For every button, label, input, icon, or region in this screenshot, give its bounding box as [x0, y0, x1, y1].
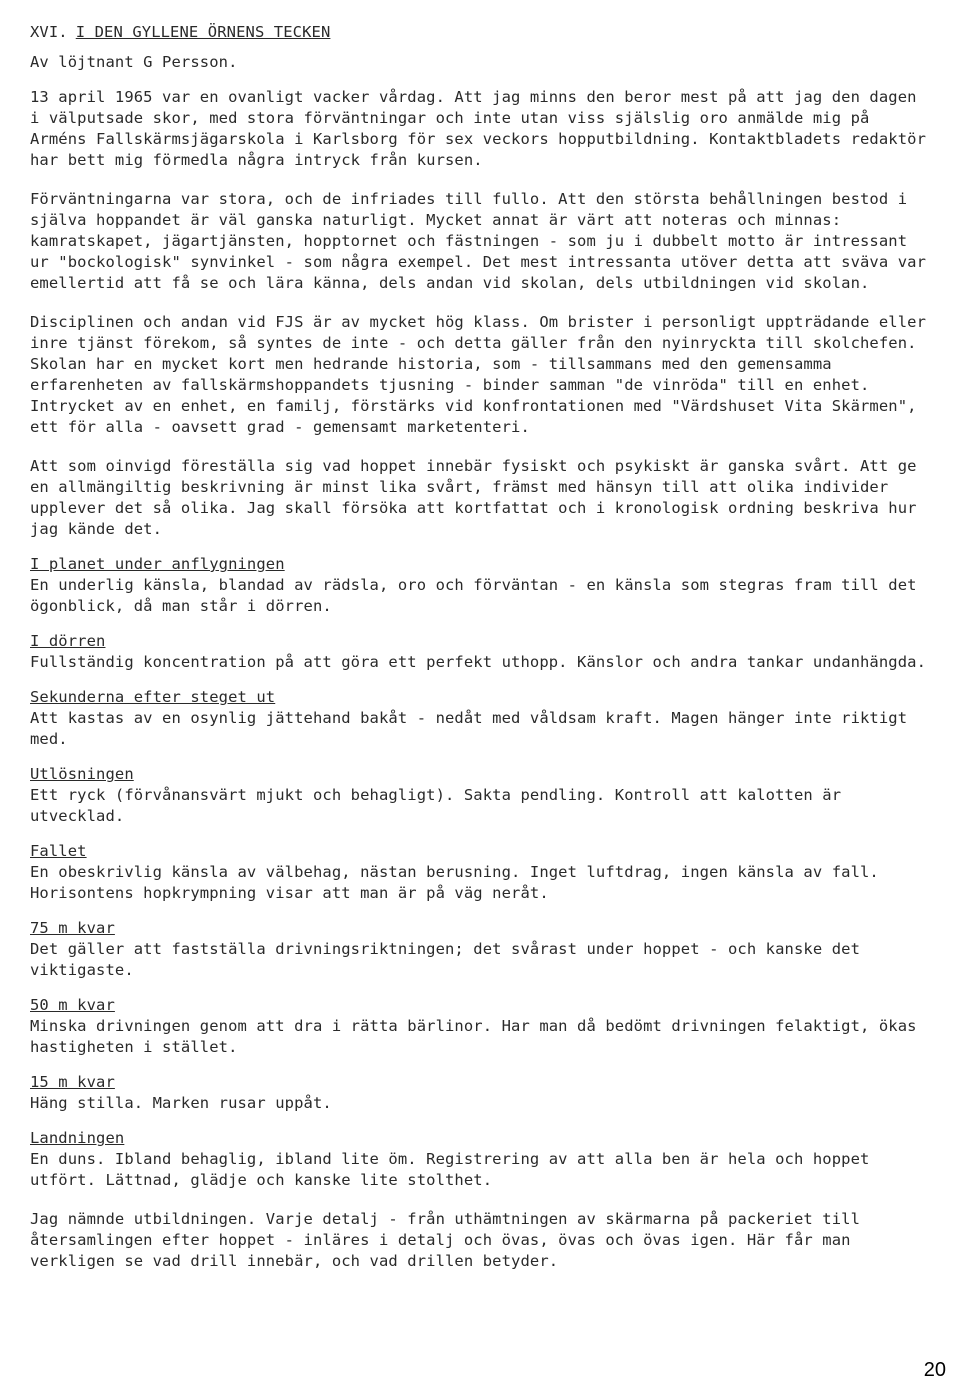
section-heading: I planet under anflygningen	[30, 555, 285, 573]
section-item	[30, 841, 930, 904]
chapter-title: I DEN GYLLENE ÖRNENS TECKEN	[75, 23, 331, 41]
section-heading: I dörren	[30, 632, 106, 650]
section-text: Minska drivningen genom att dra i rätta bärlinor. Har man då bedömt drivningen felaktigt, ökas hastigheten i stället.	[30, 1017, 917, 1056]
section-text: Ett ryck (förvånansvärt mjukt och behagligt). Sakta pendling. Kontroll att kalotten är utvecklad.	[30, 786, 842, 825]
paragraph-2: Förväntningarna var stora, och de infriades till fullo. Att den största behållningen bestod i själva hoppandet är väl ganska naturligt. Mycket annat är värt att noteras och minnas: kamratskapet, jägartjänsten, hopptornet och fästningen - som ju i dubbelt motto är intressant ur "bockologisk" synvinkel - som några exempel. Det mest intressanta utöver detta att sväva var emellertid att få se och lära känna, dels andan vid skolan, dels utbildningen vid skolan.	[30, 190, 927, 292]
section-item	[30, 918, 930, 981]
page-number: 20	[923, 1359, 946, 1381]
section-item	[30, 631, 930, 673]
section-heading: Fallet	[30, 842, 87, 860]
section-item	[30, 687, 930, 750]
section-heading: 75 m kvar	[30, 919, 115, 937]
section-heading: Utlösningen	[30, 765, 134, 783]
section-text: Det gäller att fastställa drivningsriktningen; det svårast under hoppet - och kanske det viktigaste.	[30, 940, 860, 979]
section-heading: Sekunderna efter steget ut	[30, 688, 276, 706]
paragraph-4: Att som oinvigd föreställa sig vad hoppet innebär fysiskt och psykiskt är ganska svårt. Att ge en allmängiltig beskrivning är minst lika svårt, främst med hänsyn till att olika individer upplever det så olika. Jag skall försöka att kortfattat och i kronologisk ordning beskriva hur jag kände det.	[30, 457, 917, 538]
section-text: En obeskrivlig känsla av välbehag, nästan berusning. Inget luftdrag, ingen känsla av fall. Horisontens hopkrympning visar att man är på väg neråt.	[30, 863, 879, 902]
chapter-heading	[30, 22, 930, 43]
section-item	[30, 1128, 930, 1191]
section-heading: Landningen	[30, 1129, 125, 1147]
paragraph-3: Disciplinen och andan vid FJS är av mycket hög klass. Om brister i personligt uppträdande eller inre tjänst förekom, så syntes de inte - och detta gäller från den nyinryckta till skolchefen. Skolan har en mycket kort men hedrande historia, som - tillsammans med den gemensamma erfarenheten av fallskärmshoppandets tjusning - binder samman "de vinröda" till en enhet. Intrycket av en enhet, en familj, förstärks vid konfrontationen med "Värdshuset Vita Skärmen", ett för alla - oavsett grad - gemensamt marketenteri.	[30, 313, 927, 436]
author-line: Av löjtnant G Persson.	[30, 53, 238, 71]
section-item	[30, 1072, 930, 1114]
section-heading: 15 m kvar	[30, 1073, 115, 1091]
chapter-number: XVI.	[30, 23, 68, 41]
section-text: En underlig känsla, blandad av rädsla, oro och förväntan - en känsla som stegras fram till det ögonblick, då man står i dörren.	[30, 576, 917, 615]
section-item	[30, 554, 930, 617]
section-item	[30, 764, 930, 827]
section-list	[30, 554, 930, 1191]
section-heading: 50 m kvar	[30, 996, 115, 1014]
section-item	[30, 995, 930, 1058]
section-text: En duns. Ibland behaglig, ibland lite öm. Registrering av att alla ben är hela och hoppet utfört. Lättnad, glädje och kanske lite stolthet.	[30, 1150, 870, 1189]
document-page	[30, 22, 930, 1272]
section-text: Häng stilla. Marken rusar uppåt.	[30, 1094, 332, 1112]
closing-paragraph: Jag nämnde utbildningen. Varje detalj - från uthämtningen av skärmarna på packeriet till återsamlingen efter hoppet - inläres i detalj och övas, övas och övas igen. Här får man verkligen se vad drill innebär, och vad drillen betyder.	[30, 1210, 860, 1270]
paragraph-1: 13 april 1965 var en ovanligt vacker vårdag. Att jag minns den beror mest på att jag den dagen i välputsade skor, med stora förväntningar och inte utan viss själslig oro anmälde mig på Arméns Fallskärmsjägarskola i Karlsborg för sex veckors hopputbildning. Kontaktbladets redaktör har bett mig förmedla några intryck från kursen.	[30, 88, 927, 169]
section-text: Att kastas av en osynlig jättehand bakåt - nedåt med våldsam kraft. Magen hänger inte riktigt med.	[30, 709, 908, 748]
section-text: Fullständig koncentration på att göra ett perfekt uthopp. Känslor och andra tankar undanhängda.	[30, 653, 927, 671]
